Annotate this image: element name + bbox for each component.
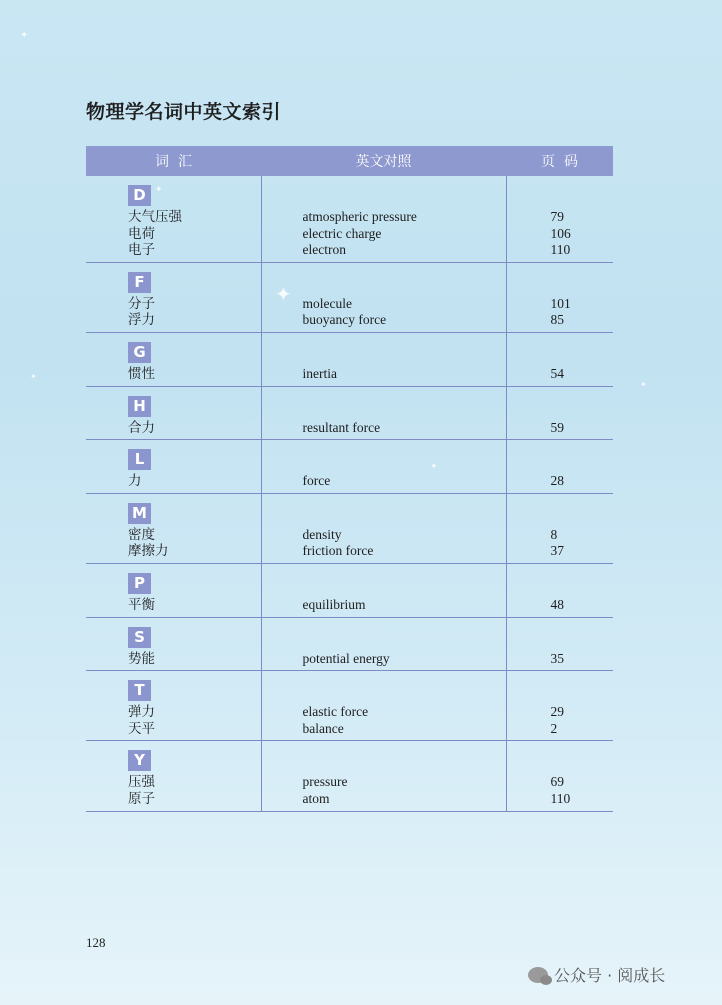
term-cn: 天平: [128, 720, 155, 737]
term-page: 110: [550, 242, 571, 258]
page-number: 128: [86, 935, 106, 950]
english-cell: [261, 671, 506, 741]
index-group-y: [86, 741, 613, 811]
term-en: balance: [302, 720, 344, 736]
letter-badge: P: [128, 573, 151, 594]
term-cn: 压强: [128, 774, 155, 791]
index-group-t: [86, 671, 613, 741]
term-cell: [86, 262, 261, 332]
page-cell: [506, 493, 613, 563]
index-group-f: [86, 262, 613, 332]
english-cell: [261, 176, 506, 262]
index-group-g: [86, 332, 613, 386]
term-cell: [86, 617, 261, 671]
wechat-icon: [528, 967, 548, 983]
letter-badge: G: [128, 342, 151, 363]
term-page: 85: [550, 312, 564, 328]
index-body: [86, 176, 613, 811]
term-en: atmospheric pressure: [302, 209, 417, 224]
index-group-p: [86, 563, 613, 617]
index-group-d: [86, 176, 613, 262]
term-cn: 大气压强: [128, 209, 182, 225]
term-cn: 浮力: [128, 312, 155, 329]
term-en: force: [302, 473, 331, 489]
letter-badge: Y: [128, 750, 151, 771]
term-page: 101: [550, 295, 571, 311]
english-cell: [261, 563, 506, 617]
term-page: 79: [550, 209, 564, 224]
term-page: 28: [550, 473, 564, 489]
page-cell: [506, 563, 613, 617]
english-cell: [261, 440, 506, 494]
page-title: 物理学名词中英文索引: [86, 101, 282, 123]
term-page: 106: [550, 225, 571, 241]
english-cell: [261, 617, 506, 671]
letter-badge: S: [128, 627, 151, 648]
term-cn: 合力: [128, 419, 155, 436]
sparkle-decoration: ✦: [30, 372, 37, 381]
term-en: elastic force: [302, 704, 369, 720]
term-en: pressure: [302, 774, 348, 790]
term-cn: 电荷: [128, 225, 155, 242]
term-en: resultant force: [302, 419, 381, 435]
term-cell: [86, 440, 261, 494]
term-en: buoyancy force: [302, 312, 387, 328]
term-cn: 平衡: [128, 596, 155, 613]
letter-badge: M: [128, 503, 151, 524]
term-page: 110: [550, 790, 571, 806]
term-en: potential energy: [302, 650, 390, 666]
term-page: 59: [550, 419, 564, 435]
watermark-text: 公众号 · 阅成长: [554, 966, 666, 985]
letter-badge: H: [128, 396, 151, 417]
page-cell: [506, 262, 613, 332]
term-page: 37: [550, 543, 564, 559]
english-cell: [261, 493, 506, 563]
term-cn: 弹力: [128, 704, 155, 721]
page-cell: [506, 617, 613, 671]
page-cell: [506, 741, 613, 811]
english-cell: [261, 262, 506, 332]
letter-badge: D: [128, 185, 151, 206]
sparkle-decoration: ✦: [20, 30, 29, 41]
page-cell: [506, 176, 613, 262]
term-en: inertia: [302, 365, 337, 381]
header-term: 词 汇: [86, 146, 261, 176]
term-cell: [86, 671, 261, 741]
term-cell: [86, 563, 261, 617]
page-cell: [506, 671, 613, 741]
sparkle-decoration: ✦: [155, 185, 163, 195]
index-table: [86, 146, 613, 812]
watermark: [528, 963, 665, 986]
term-cell: [86, 176, 261, 262]
page-cell: [506, 332, 613, 386]
term-cn: 惯性: [128, 365, 155, 382]
header-english: 英文对照: [261, 146, 506, 176]
page-cell: [506, 386, 613, 440]
term-en: molecule: [302, 295, 352, 311]
term-page: 29: [550, 704, 564, 720]
term-cn: 密度: [128, 526, 155, 543]
table-header-row: [86, 146, 613, 176]
letter-badge: L: [128, 449, 151, 470]
english-cell: [261, 741, 506, 811]
term-en: friction force: [302, 543, 374, 559]
term-en: electron: [302, 242, 346, 258]
index-group-s: [86, 617, 613, 671]
term-cell: [86, 332, 261, 386]
sparkle-decoration: ✦: [430, 462, 438, 472]
term-en: equilibrium: [302, 596, 366, 612]
term-page: 48: [550, 596, 564, 612]
term-en: density: [302, 526, 342, 542]
sparkle-decoration: ✦: [275, 282, 292, 306]
term-cn: 电子: [128, 242, 155, 259]
term-cn: 摩擦力: [128, 543, 169, 560]
term-cn: 分子: [128, 295, 155, 312]
term-page: 69: [550, 774, 564, 790]
index-group-m: [86, 493, 613, 563]
term-en: electric charge: [302, 225, 382, 241]
english-cell: [261, 332, 506, 386]
term-en: atom: [302, 790, 330, 806]
term-page: 2: [550, 720, 558, 736]
term-page: 54: [550, 365, 564, 381]
page-cell: [506, 440, 613, 494]
term-cell: [86, 493, 261, 563]
index-group-h: [86, 386, 613, 440]
sparkle-decoration: ✦: [640, 380, 647, 389]
term-cn: 势能: [128, 650, 155, 667]
term-cell: [86, 741, 261, 811]
header-page: 页 码: [506, 146, 613, 176]
index-group-l: [86, 440, 613, 494]
term-cn: 原子: [128, 790, 155, 807]
letter-badge: T: [128, 680, 151, 701]
english-cell: [261, 386, 506, 440]
term-cn: 力: [128, 473, 142, 490]
term-cell: [86, 386, 261, 440]
letter-badge: F: [128, 272, 151, 293]
term-page: 8: [550, 526, 558, 542]
term-page: 35: [550, 650, 564, 666]
